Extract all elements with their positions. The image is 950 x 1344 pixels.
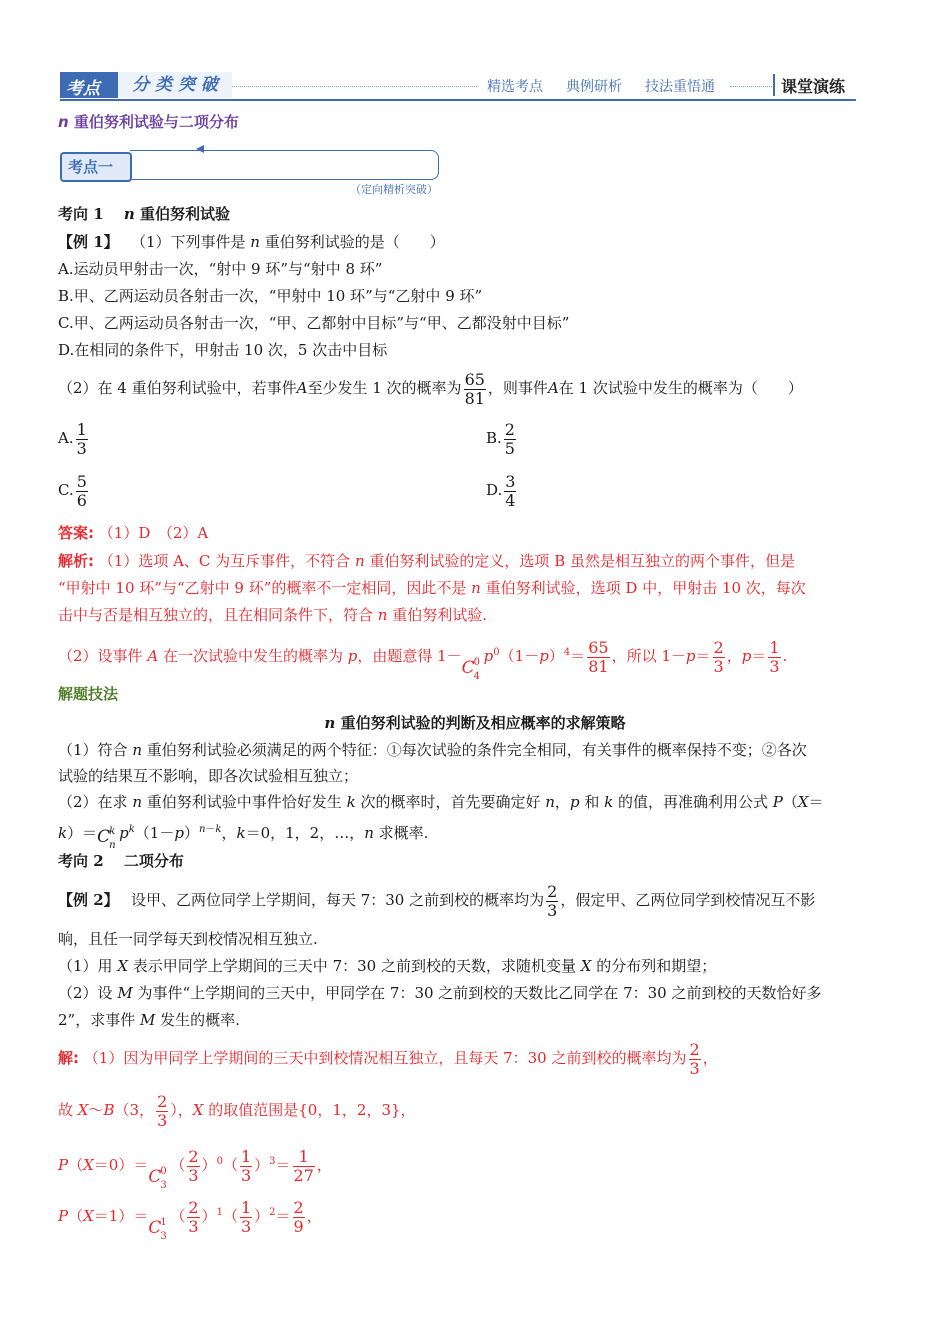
solution-p1: P（X＝1）＝ C 1 3 （ $\frac{2}{3}$ ）$^1$（ $\frac{1}{3}$ ）$^2$＝ $\frac{2}{9}$ ， — [58, 1197, 322, 1242]
choice-c: C. $\frac{5}{6}$ — [58, 471, 87, 510]
kaodian-frame — [130, 150, 439, 180]
example-2-line1: 【例 2】 设甲、乙两位同学上学期间，每天 7：30 之前到校的概率均为 $\frac{2}{3}$ ，假定甲、乙两位同学到校情况互不影 — [58, 881, 816, 920]
nav-item-1[interactable]: 精选考点 — [487, 79, 543, 95]
method-p2-line1: （2）在求 n 重伯努利试验中事件恰好发生 k 次的概率时，首先要确定好 n，p 和 k 的值，再准确利用公式 P（X＝ — [58, 793, 824, 811]
solution-line-1: 解: （1）因为甲同学上学期间的三天中到校情况相互独立，且每天 7：30 之前到校的概率均为 $\frac{2}{3}$ ， — [58, 1039, 718, 1078]
analysis-line-2: “甲射中 10 环”与“乙射中 9 环”的概率不一定相同，因此不是 n 重伯努利试验，选项 D 中，甲射击 10 次，每次 — [58, 579, 806, 597]
example-2-q2-line2: 2”，求事件 M 发生的概率. — [58, 1011, 240, 1029]
nav-item-3[interactable]: 技法重悟通 — [645, 79, 715, 95]
solution-line-2: 故 X～B（3， $\frac{2}{3}$ ），X 的取值范围是{0，1，2，3}， — [58, 1091, 416, 1130]
analysis-line-3: 击中与否是相互独立的，且在相同条件下，符合 n 重伯努利试验. — [58, 606, 488, 624]
method-p1-line1: （1）符合 n 重伯努利试验必须满足的两个特征：①每次试验的条件完全相同，有关事件的概率保持不变；②各次 — [58, 741, 807, 759]
option-a: A.运动员甲射击一次，“射中 9 环”与“射中 8 环” — [58, 260, 383, 278]
choice-b: B. $\frac{2}{5}$ — [486, 419, 515, 458]
nav-item-2[interactable]: 典例研析 — [566, 79, 622, 95]
method-label: 解题技法 — [58, 685, 119, 703]
example-1-q2: （2）在 4 重伯努利试验中，若事件A至少发生 1 次的概率为 $\frac{65}{81}$ ，则事件A在 1 次试验中发生的概率为（ ） — [58, 369, 803, 408]
header-dotted-line-2 — [730, 86, 772, 87]
header-current: 课堂演练 — [781, 77, 846, 96]
solution-p0: P（X＝0）＝ C 0 3 （ $\frac{2}{3}$ ）$^0$（ $\frac{1}{3}$ ）$^3$＝ $\frac{1}{27}$ ， — [58, 1146, 332, 1191]
example-2-line2: 响，且任一同学每天到校情况相互独立. — [58, 930, 318, 948]
section-badge — [60, 72, 232, 98]
example-1-q1: 【例 1】 （1）下列事件是 n 重伯努利试验的是（ ） — [58, 233, 445, 251]
analysis-line-1: 解析: （1）选项 A、C 为互斥事件，不符合 n 重伯努利试验的定义，选项 B 虽然是相互独立的两个事件，但是 — [58, 552, 795, 570]
analysis-line-4: （2）设事件 A 在一次试验中发生的概率为 p，由题意得 1－ C 0 4 $p^0(1-p)^4=$ $\frac{65}{81}$ ，所以 1－p＝ $\frac{2}{3}$ ，p＝ $\frac{1}{3}$ . — [58, 637, 788, 682]
method-p1-line2: 试验的结果互不影响，即各次试验相互独立； — [58, 767, 359, 785]
option-d: D.在相同的条件下，甲射击 10 次，5 次击中目标 — [58, 341, 388, 359]
header-divider — [773, 74, 775, 96]
badge-sub: 分 类 突 破 — [118, 72, 232, 98]
choice-a: A. $\frac{1}{3}$ — [58, 419, 87, 458]
header-dotted-line — [232, 86, 477, 87]
example-2-q2-line1: （2）设 M 为事件“上学期间的三天中，甲同学在 7：30 之前到校的天数比乙同学在 7：30 之前到校的天数恰好多 — [58, 984, 822, 1002]
option-b: B.甲、乙两运动员各射击一次，“甲射中 10 环”与“乙射中 9 环” — [58, 287, 483, 305]
method-p2-line2: k）＝ C k n $p^k(1-p)^{n-k}$，k＝0，1，2，…，n 求概率. — [58, 824, 429, 851]
example-2-q1: （1）用 X 表示甲同学上学期间的三天中 7：30 之前到校的天数，求随机变量 X 的分布列和期望； — [58, 957, 717, 975]
badge-main: 考点 — [66, 79, 100, 99]
choice-d: D. $\frac{3}{4}$ — [486, 471, 516, 510]
kaodian-note: （定向精析突破） — [350, 183, 438, 196]
kaodian-label: 考点一 — [68, 158, 114, 176]
section-title: n 重伯努利试验与二项分布 — [58, 113, 239, 131]
direction-1-heading: 考向 1 n 重伯努利试验 — [58, 205, 231, 223]
direction-2-heading: 考向 2 二项分布 — [58, 852, 184, 870]
kaodian-label-box — [60, 152, 132, 182]
arrow-left-icon — [196, 145, 204, 153]
method-title: n 重伯努利试验的判断及相应概率的求解策略 — [324, 714, 626, 732]
answer-line: 答案: （1）D （2）A — [58, 524, 209, 542]
option-c: C.甲、乙两运动员各射击一次，“甲、乙都射中目标”与“甲、乙都没射中目标” — [58, 314, 570, 332]
header-underline — [60, 99, 856, 101]
